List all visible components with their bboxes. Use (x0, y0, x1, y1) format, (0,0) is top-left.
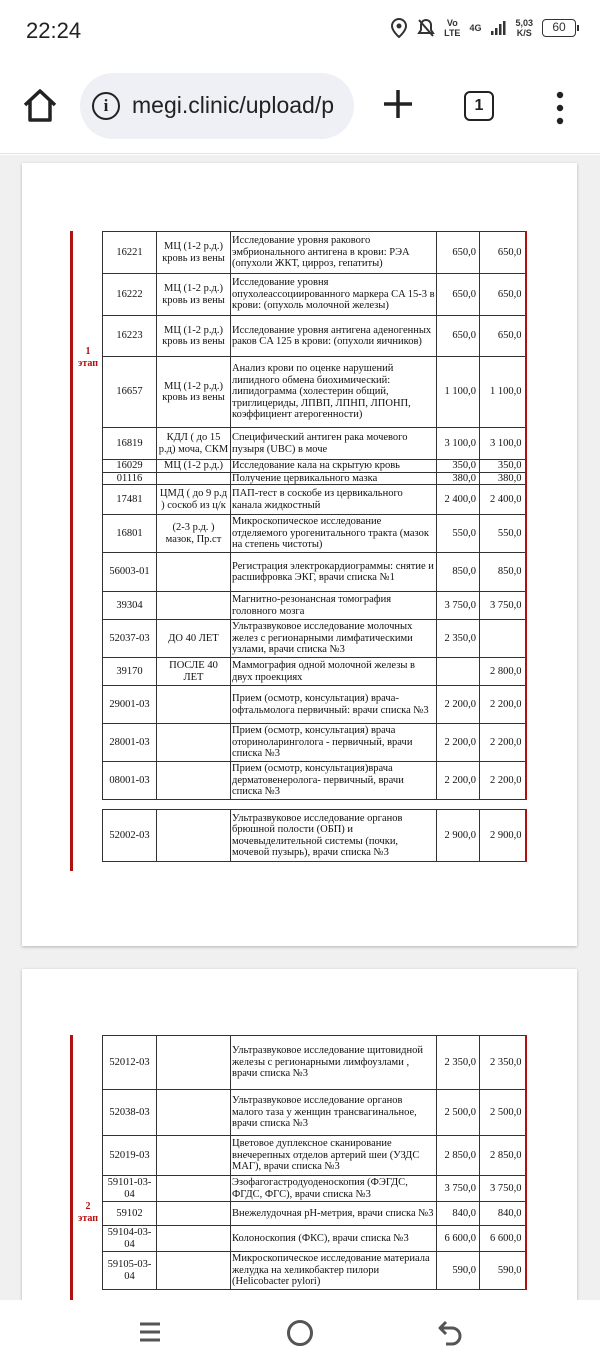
service-code: 52019-03 (103, 1136, 157, 1176)
service-description: Регистрация электрокардиограммы: снятие и расшифровка ЭКГ, врачи списка №1 (231, 553, 437, 592)
table-row (103, 553, 526, 592)
price-cell: 840,0 (437, 1202, 480, 1226)
service-description: Ультразвуковое исследование щитовидной железы с регионарными лимфоузлами , врачи списка №3 (231, 1036, 437, 1090)
status-bar (0, 0, 600, 62)
material-cell (157, 592, 231, 620)
table-row (103, 1226, 526, 1252)
service-code: 39304 (103, 592, 157, 620)
service-code: 29001-03 (103, 686, 157, 724)
price-cell: 2 850,0 (480, 1136, 526, 1176)
pdf-page-2 (22, 969, 577, 1300)
material-cell (157, 762, 231, 800)
back-icon[interactable] (436, 1318, 464, 1346)
service-code: 16801 (103, 515, 157, 553)
service-description: Прием (осмотр, консультация)врача дерматовенеролога- первичный, врачи списка №3 (231, 762, 437, 800)
price-cell: 2 200,0 (480, 724, 526, 762)
url-text[interactable]: megi.clinic/upload/p (132, 92, 335, 118)
material-cell (157, 1226, 231, 1252)
service-code: 01116 (103, 472, 157, 485)
service-description: Цветовое дуплексное сканирование внечерепных отделов артерий шеи (УЗДС МАГ), врачи списка №3 (231, 1136, 437, 1176)
price-cell: 3 100,0 (480, 428, 526, 460)
price-cell: 2 400,0 (437, 485, 480, 515)
network-label: 4G (469, 23, 482, 33)
price-cell: 3 750,0 (437, 1176, 480, 1202)
price-cell: 2 350,0 (437, 620, 480, 658)
price-table-1 (102, 231, 527, 862)
price-cell: 650,0 (480, 274, 526, 316)
service-code: 39170 (103, 658, 157, 686)
table-row (103, 1252, 526, 1290)
service-description: Исследование уровня ракового эмбрионального антигена в крови: РЭА (опухоли ЖКТ, цирроз, гепатиты) (231, 232, 437, 274)
service-description: Микроскопическое исследование материала желудка на хеликобактер пилори (Helicobacter pylori) (231, 1252, 437, 1290)
status-icons (390, 18, 576, 38)
price-cell: 850,0 (437, 553, 480, 592)
service-code: 16819 (103, 428, 157, 460)
table-row (103, 515, 526, 553)
service-code: 16222 (103, 274, 157, 316)
location-icon (390, 18, 408, 38)
service-description: ПАП-тест в соскобе из цервикального канала жидкостный (231, 485, 437, 515)
address-bar[interactable] (80, 73, 354, 139)
table-row (103, 592, 526, 620)
service-description: Колоноскопия (ФКС), врачи списка №3 (231, 1226, 437, 1252)
table-row (103, 810, 526, 862)
table-row (103, 357, 526, 428)
table-row (103, 620, 526, 658)
price-cell: 3 750,0 (480, 592, 526, 620)
table-row (103, 1202, 526, 1226)
material-cell: КДЛ ( до 15 р.д) моча, СКМ (157, 428, 231, 460)
material-cell: (2-3 р.д. ) мазок, Пр.ст (157, 515, 231, 553)
service-code: 52037-03 (103, 620, 157, 658)
price-cell: 6 600,0 (480, 1226, 526, 1252)
price-table-2 (102, 1035, 527, 1290)
home-icon[interactable] (20, 86, 60, 126)
material-cell: ДО 40 ЛЕТ (157, 620, 231, 658)
table-row (103, 1036, 526, 1090)
material-cell (157, 472, 231, 485)
material-cell: МЦ (1-2 р.д.) кровь из вены (157, 232, 231, 274)
recent-apps-icon[interactable] (138, 1320, 162, 1344)
material-cell (157, 553, 231, 592)
price-cell: 2 900,0 (480, 810, 526, 862)
price-cell: 840,0 (480, 1202, 526, 1226)
service-code: 28001-03 (103, 724, 157, 762)
price-cell: 6 600,0 (437, 1226, 480, 1252)
status-time: 22:24 (26, 18, 82, 43)
price-cell: 2 400,0 (480, 485, 526, 515)
material-cell: ПОСЛЕ 40 ЛЕТ (157, 658, 231, 686)
service-code: 59101-03-04 (103, 1176, 157, 1202)
new-tab-icon[interactable] (380, 86, 416, 122)
price-cell: 2 500,0 (480, 1090, 526, 1136)
service-code: 59102 (103, 1202, 157, 1226)
price-cell: 650,0 (437, 232, 480, 274)
service-code: 16029 (103, 460, 157, 473)
service-code: 17481 (103, 485, 157, 515)
service-description: Прием (осмотр, консультация) врача оториноларинголога - первичный, врачи списка №3 (231, 724, 437, 762)
price-cell (480, 620, 526, 658)
service-description: Исследование уровня опухолеассоциированного маркера CA 15-3 в крови: (опухоль молочной железы) (231, 274, 437, 316)
browser-toolbar (0, 62, 600, 154)
price-cell: 850,0 (480, 553, 526, 592)
pdf-page-1 (22, 163, 577, 946)
price-cell: 2 200,0 (437, 686, 480, 724)
service-description: Исследование кала на скрытую кровь (231, 460, 437, 473)
price-cell: 1 100,0 (437, 357, 480, 428)
material-cell: МЦ (1-2 р.д.) (157, 460, 231, 473)
service-description: Ультразвуковое исследование органов брюшной полости (ОБП) и мочевыделительной системы (почки, мочевой пузырь), врачи списка №3 (231, 810, 437, 862)
tab-switcher-button[interactable]: 1 (464, 91, 494, 121)
service-description: Микроскопическое исследование отделяемого урогенитального тракта (мазок на степень чистоты) (231, 515, 437, 553)
table-row (103, 274, 526, 316)
price-cell: 350,0 (480, 460, 526, 473)
price-cell: 650,0 (480, 316, 526, 357)
price-cell: 550,0 (480, 515, 526, 553)
service-description: Получение цервикального мазка (231, 472, 437, 485)
price-cell: 2 350,0 (437, 1036, 480, 1090)
price-cell: 650,0 (480, 232, 526, 274)
price-cell: 2 200,0 (480, 762, 526, 800)
material-cell (157, 810, 231, 862)
table-row (103, 724, 526, 762)
volte-label: Vo LTE (444, 18, 461, 38)
service-code: 59105-03-04 (103, 1252, 157, 1290)
service-code: 52002-03 (103, 810, 157, 862)
service-description: Ультразвуковое исследование молочных желез с регионарными лимфатическими узлами, врачи списка №3 (231, 620, 437, 658)
table-spacer-row (103, 800, 526, 810)
table-row (103, 316, 526, 357)
pdf-viewer[interactable] (0, 155, 600, 1300)
price-cell: 1 100,0 (480, 357, 526, 428)
material-cell (157, 1090, 231, 1136)
service-description: Прием (осмотр, консультация) врача-офтальмолога первичный: врачи списка №3 (231, 686, 437, 724)
signal-icon (490, 20, 506, 36)
material-cell: МЦ (1-2 р.д.) кровь из вены (157, 357, 231, 428)
price-cell: 650,0 (437, 316, 480, 357)
price-cell: 3 100,0 (437, 428, 480, 460)
material-cell (157, 1202, 231, 1226)
price-cell: 2 200,0 (480, 686, 526, 724)
price-cell: 650,0 (437, 274, 480, 316)
service-code: 16221 (103, 232, 157, 274)
table-row (103, 472, 526, 485)
material-cell: МЦ (1-2 р.д.) кровь из вены (157, 274, 231, 316)
material-cell (157, 1252, 231, 1290)
price-cell: 550,0 (437, 515, 480, 553)
material-cell (157, 1176, 231, 1202)
service-code: 08001-03 (103, 762, 157, 800)
price-cell (437, 658, 480, 686)
service-code: 16657 (103, 357, 157, 428)
price-cell: 2 900,0 (437, 810, 480, 862)
speed-label: 5,03 K/S (515, 18, 533, 38)
service-description: Маммография одной молочной железы в двух проекциях (231, 658, 437, 686)
service-description: Эзофагогастродуоденоскопия (ФЭГДС, ФГДС, ФГС), врачи списка №3 (231, 1176, 437, 1202)
service-code: 16223 (103, 316, 157, 357)
info-icon[interactable]: i (92, 92, 120, 120)
service-description: Магнитно-резонансная томография головного мозга (231, 592, 437, 620)
service-description: Специфический антиген рака мочевого пузыря (UBC) в моче (231, 428, 437, 460)
battery-icon: 60 (542, 19, 576, 37)
service-code: 52038-03 (103, 1090, 157, 1136)
service-description: Исследование уровня антигена аденогенных раков CA 125 в крови: (опухоли яичников) (231, 316, 437, 357)
table-row (103, 232, 526, 274)
table-row (103, 428, 526, 460)
table-row (103, 1090, 526, 1136)
table-row (103, 686, 526, 724)
price-cell: 380,0 (480, 472, 526, 485)
service-description: Внежелудочная pH-метрия, врачи списка №3 (231, 1202, 437, 1226)
service-code: 52012-03 (103, 1036, 157, 1090)
price-cell: 3 750,0 (437, 592, 480, 620)
price-cell: 2 850,0 (437, 1136, 480, 1176)
material-cell (157, 686, 231, 724)
table-row (103, 1176, 526, 1202)
table-row (103, 658, 526, 686)
price-cell: 380,0 (437, 472, 480, 485)
price-cell: 3 750,0 (480, 1176, 526, 1202)
price-cell: 2 200,0 (437, 762, 480, 800)
price-cell: 590,0 (437, 1252, 480, 1290)
table-row (103, 762, 526, 800)
price-cell: 2 200,0 (437, 724, 480, 762)
table-row (103, 460, 526, 473)
material-cell (157, 1136, 231, 1176)
price-cell: 590,0 (480, 1252, 526, 1290)
home-nav-icon[interactable] (287, 1320, 313, 1346)
stage-2-label: 2 этап (78, 1201, 98, 1224)
table-row (103, 485, 526, 515)
stage-2-bar (70, 1035, 73, 1300)
table-row (103, 1136, 526, 1176)
price-cell: 2 350,0 (480, 1036, 526, 1090)
price-cell: 2 800,0 (480, 658, 526, 686)
mute-icon (417, 18, 435, 38)
price-cell: 350,0 (437, 460, 480, 473)
system-nav-bar (0, 1300, 600, 1366)
stage-1-label: 1 этап (78, 346, 98, 369)
service-description: Анализ крови по оценке нарушений липидного обмена биохимический: липидограмма (холестерин общий, триглицериды, ЛПВП, ЛПНП, ЛПОНП, коэффициент атерогенности) (231, 357, 437, 428)
material-cell: МЦ (1-2 р.д.) кровь из вены (157, 316, 231, 357)
more-menu-icon[interactable] (552, 90, 568, 126)
price-cell: 2 500,0 (437, 1090, 480, 1136)
service-code: 59104-03-04 (103, 1226, 157, 1252)
material-cell (157, 724, 231, 762)
service-code: 56003-01 (103, 553, 157, 592)
stage-1-bar (70, 231, 73, 871)
service-description: Ультразвуковое исследование органов малого таза у женщин трансвагинальное, врачи списка №3 (231, 1090, 437, 1136)
material-cell: ЦМД ( до 9 р.д ) соскоб из ц/к (157, 485, 231, 515)
material-cell (157, 1036, 231, 1090)
